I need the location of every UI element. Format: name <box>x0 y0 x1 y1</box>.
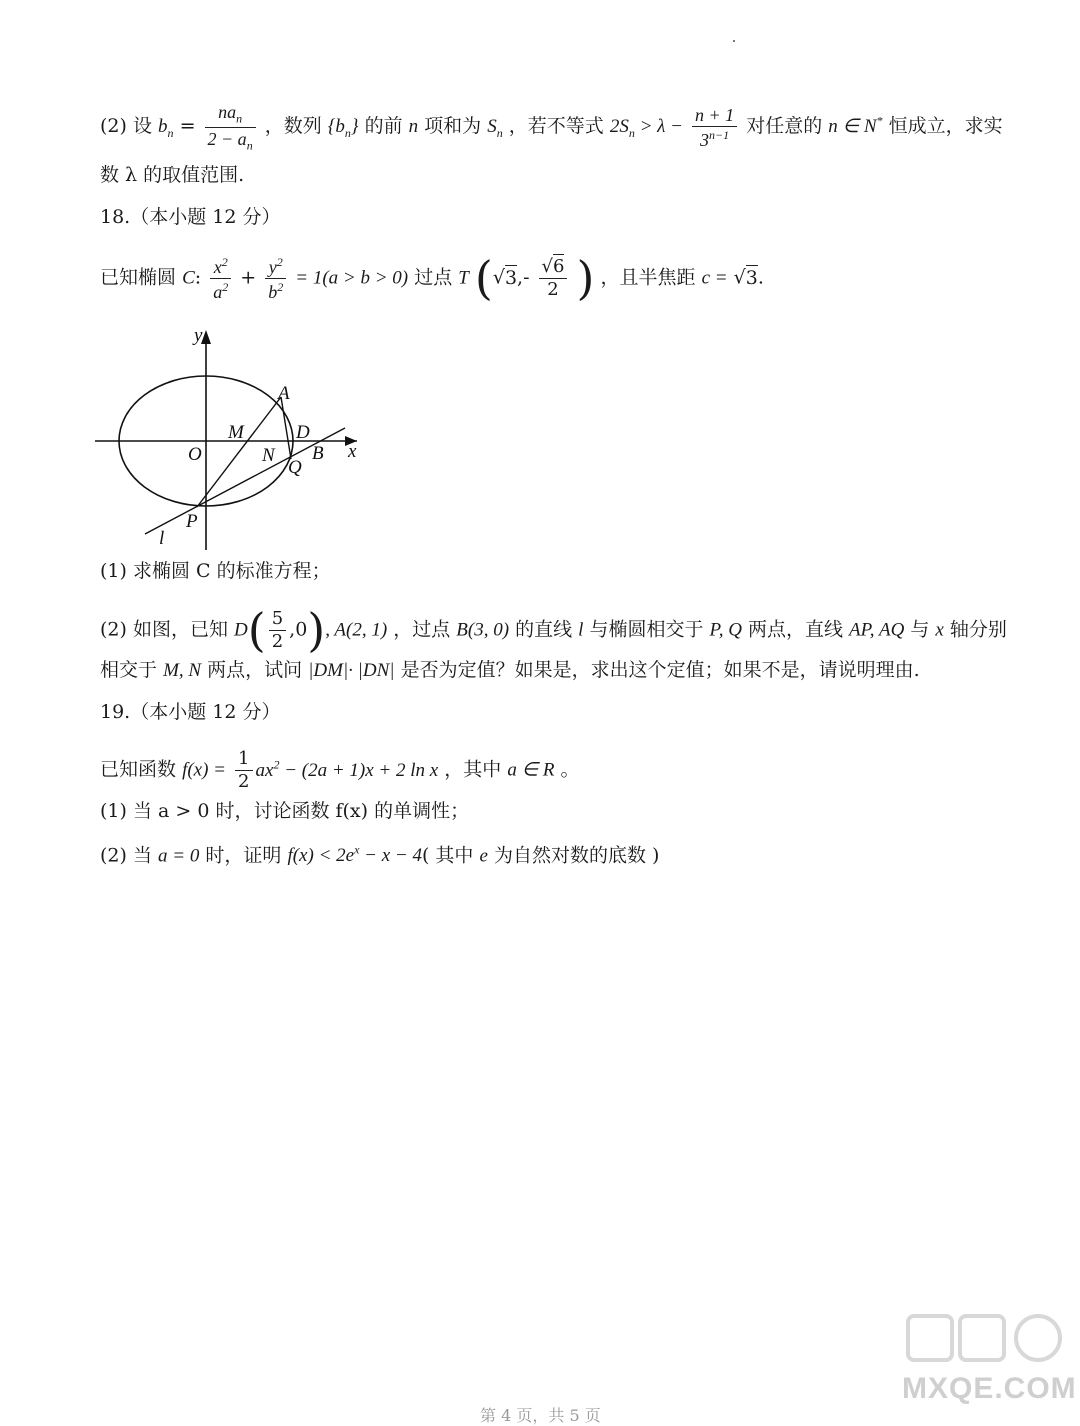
label-P: P <box>186 511 198 532</box>
label-A: A <box>278 383 290 404</box>
label-B: B <box>312 443 324 464</box>
q17-part2-line2: 数 λ 的取值范围. <box>100 164 245 186</box>
lambda-fraction: $\frac{n + 1}{3^{n-1}}$ <box>692 106 737 149</box>
q19-intro: 已知函数 f(x) = $\frac{1}{2}$ $ax^2 - (2a + 1)x + 2$ ln x ，其中 a ∈ R 。 <box>100 748 580 792</box>
q19-part1: (1) 当 a > 0 时，讨论函数 f(x) 的单调性； <box>100 800 470 822</box>
label-l: l <box>159 528 165 549</box>
label-x: x <box>348 441 357 462</box>
q18-part2-line2: 相交于 M, N 两点，试问 |DM|· |DN| 是否为定值？如果是，求出这个定值；如果不是，请说明理由. <box>100 659 920 681</box>
q18-part2-line1: (2) 如图，已知 D( $\frac{5}{2}$ ,0), A(2, 1) ，过点 B(3, 0) 的直线 l 与椭圆相交于 P, Q 两点，直线 AP, AQ 与 x 轴分别 <box>100 603 1007 658</box>
label-N: N <box>262 445 275 466</box>
q18-part1: (1) 求椭圆 C 的标准方程； <box>100 560 331 582</box>
ellipse-figure <box>95 322 365 552</box>
q19-part2: (2) 当 a = 0 时，证明 $f(x) < 2e^x - x - 4$( 其中 e 为自然对数的底数 ) <box>100 843 660 867</box>
watermark-text: MXQE.COM <box>902 1372 1077 1405</box>
line-AQ <box>281 397 291 459</box>
y-axis-arrow <box>201 330 211 344</box>
label-y: y <box>194 325 203 346</box>
q19-header: 19.（本小题 12 分） <box>100 701 281 723</box>
bn-fraction: $\frac{na_n}{2 - a_n}$ <box>205 103 256 151</box>
label-O: O <box>188 444 202 465</box>
q18-intro: 已知椭圆 C: $\frac{x^2}{a^2}$ + $\frac{y^2}{b^2}$ = 1(a > b > 0) 过点 T (√3,- $\frac{√6}{2}$ ) ，且半焦距 c = √3. <box>100 251 764 306</box>
page-footer: 第 4 页，共 5 页 <box>480 1406 601 1425</box>
label-M: M <box>228 422 244 443</box>
label-D: D <box>296 422 310 443</box>
scan-dot <box>733 40 735 42</box>
q17-part2-line1: (2) 设 $b_n$ = $\frac{na_n}{2 - a_n}$ ，数列 $\{b_n\}$ 的前 n 项和为 $S_n$ ，若不等式 $2S_n > \lambda$ − $\frac{n + 1}{3^{n-1}}$ 对任意的 n ∈ N* 恒成立，求实 <box>100 102 1003 153</box>
q18-header: 18.（本小题 12 分） <box>100 206 281 228</box>
label-Q: Q <box>288 457 302 478</box>
